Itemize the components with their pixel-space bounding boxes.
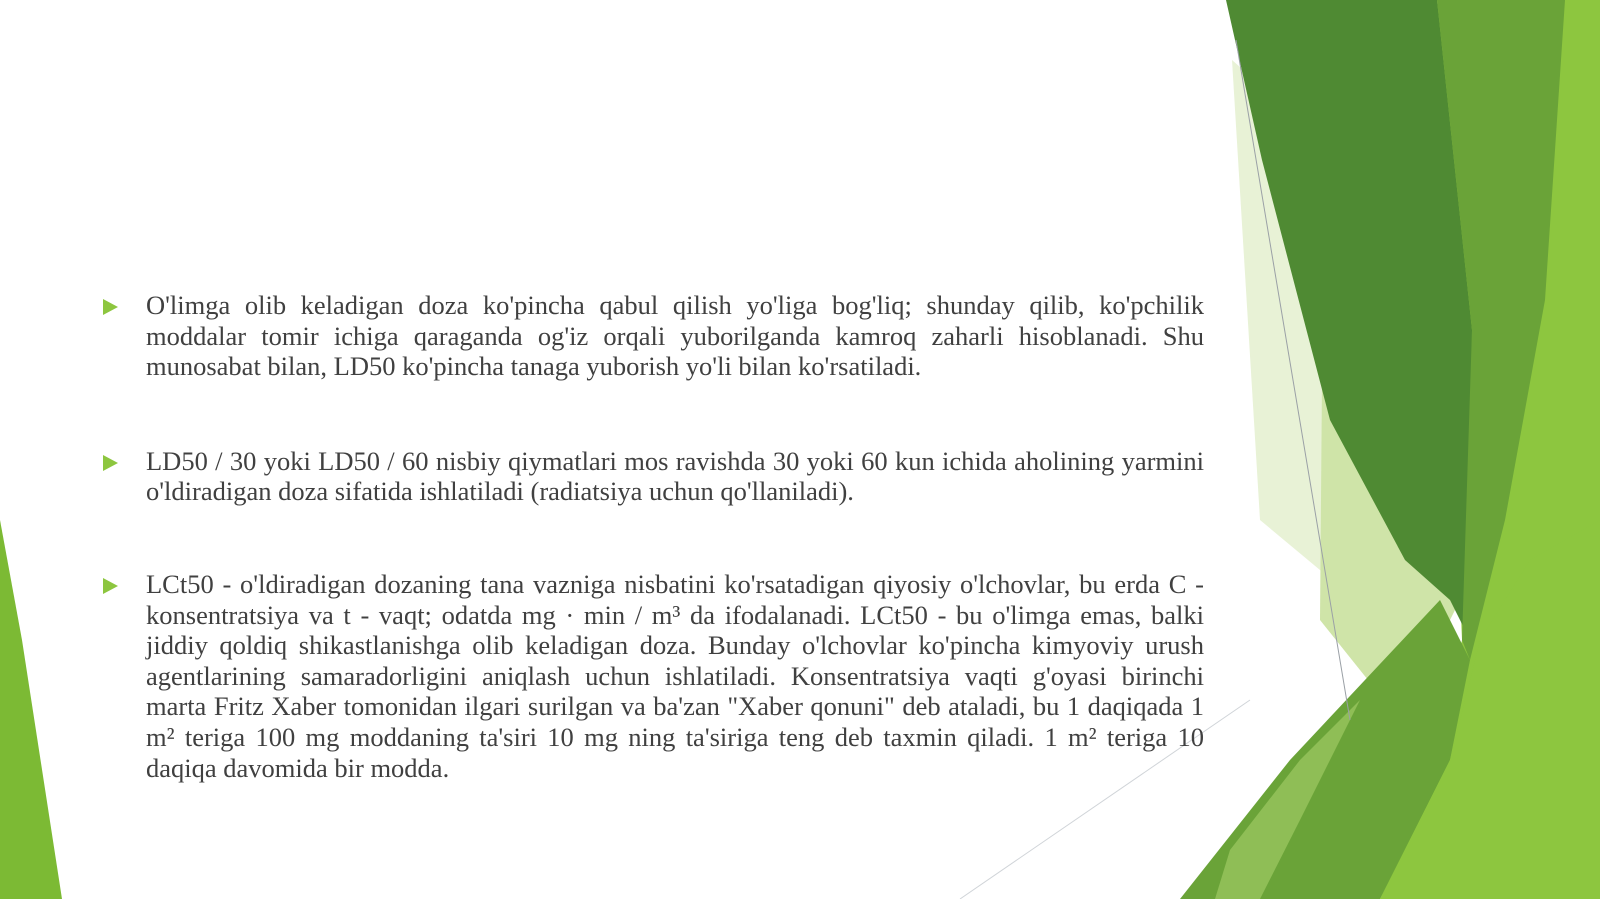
list-item bbox=[100, 290, 1204, 382]
bullet-text: O'limga olib keladigan doza ko'pincha qabul qilish yo'liga bog'liq; shunday qilib, ko'pchilik moddalar tomir ichiga qaraganda og'iz orqali yuborilganda kamroq zaharli hisoblanadi. Shu munosabat bilan, LD50 ko'pincha tanaga yuborish yo'li bilan ko'rsatiladi. bbox=[146, 290, 1204, 382]
bullet-text: LCt50 - o'ldiradigan dozaning tana vazniga nisbatini ko'rsatadigan qiyosiy o'lchovlar, bu erda C - konsentratsiya va t - vaqt; odatda mg · min / m³ da ifodalanadi. LCt50 - bu o'limga emas, balki jiddiy qoldiq shikastlanishga olib keladigan doza. Bunday o'lchovlar ko'pincha kimyoviy urush agentlarining samaradorligini aniqlash uchun ishlatiladi. Konsentratsiya vaqti g'oyasi birinchi marta Fritz Xaber tomonidan ilgari surilgan va ba'zan "Xaber qonuni" deb ataladi, bu 1 daqiqada 1 m² teriga 100 mg moddaning ta'siri 10 mg ning ta'siriga teng deb taxmin qiladi. 1 m² teriga 10 daqiqa davomida bir modda. bbox=[146, 568, 1204, 783]
list-item bbox=[100, 569, 1204, 783]
list-item bbox=[100, 446, 1204, 507]
bullet-arrow-icon bbox=[103, 455, 118, 471]
bullet-text: LD50 / 30 yoki LD50 / 60 nisbiy qiymatlari mos ravishda 30 yoki 60 kun ichida aholining yarmini o'ldiradigan doza sifatida ishlatiladi (radiatsiya uchun qo'llaniladi). bbox=[146, 445, 1204, 507]
left-green-shape bbox=[0, 520, 62, 899]
slide-body bbox=[100, 290, 1204, 783]
bullet-arrow-icon bbox=[103, 299, 118, 315]
bullet-arrow-icon bbox=[103, 578, 118, 594]
